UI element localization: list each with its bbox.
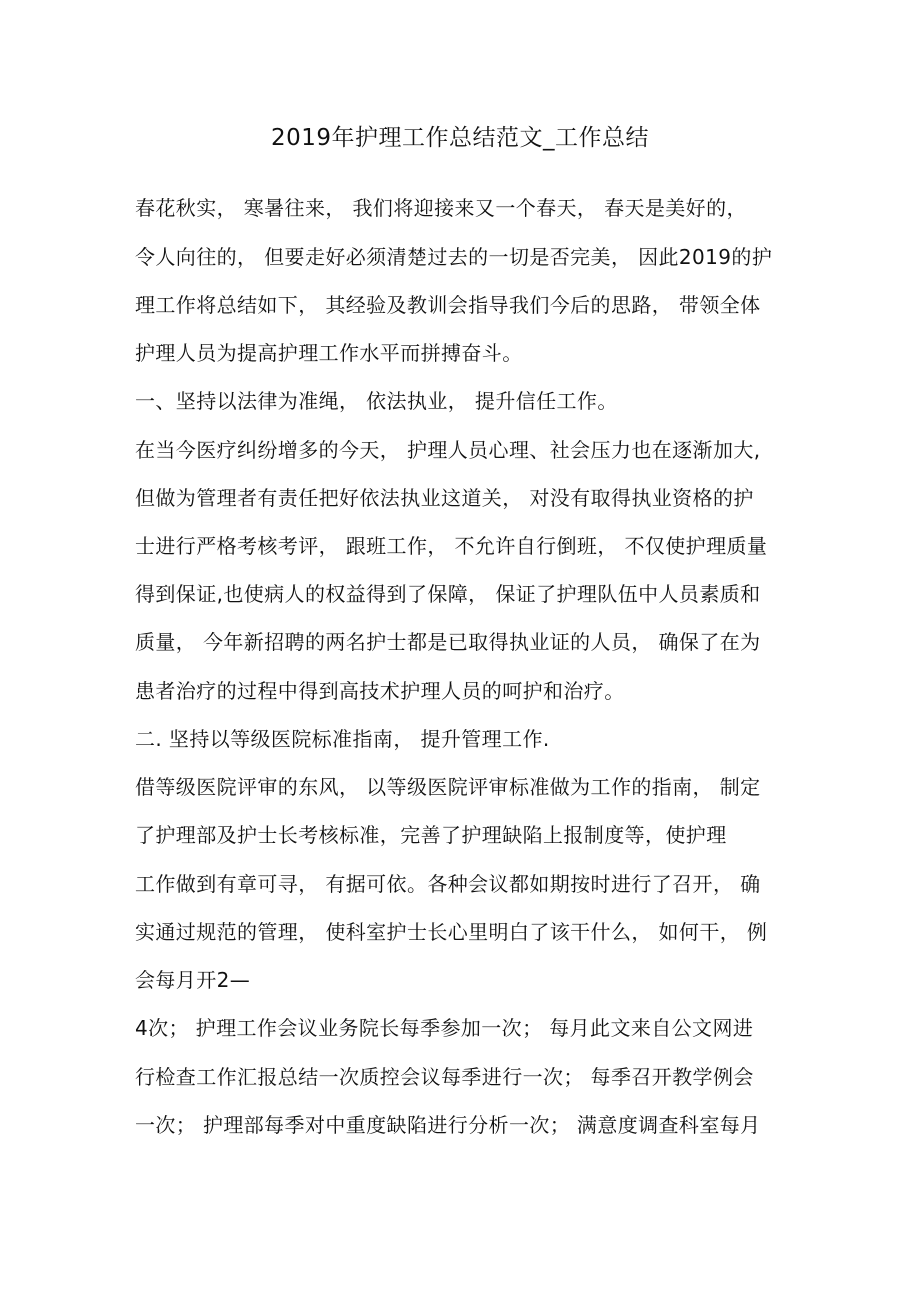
text-line: 春花秋实， 寒暑往来， 我们将迎接来又一个春天， 春天是美好的， <box>135 196 747 220</box>
text-line: 工作做到有章可寻， 有据可依。各种会议都如期按时进行了召开， 确 <box>135 872 761 896</box>
text-line: 行检查工作汇报总结一次质控会议每季进行一次； 每季召开教学例会 <box>135 1065 754 1089</box>
document-title: 2019年护理工作总结范文_工作总结 <box>270 125 650 151</box>
text-line: 实通过规范的管理， 使科室护士长心里明白了该干什么， 如何干， 例 <box>135 920 768 944</box>
text-line: 一次； 护理部每季对中重度缺陷进行分析一次； 满意度调查科室每月 <box>135 1113 761 1137</box>
text-line: 借等级医院评审的东风， 以等级医院评审标准做为工作的指南， 制定 <box>135 775 761 799</box>
text-line: 但做为管理者有责任把好依法执业这道关， 对没有取得执业资格的护 <box>135 486 754 510</box>
text-line: 理工作将总结如下， 其经验及教训会指导我们今后的思路， 带领全体 <box>135 293 761 317</box>
text-line: 士进行严格考核考评， 跟班工作， 不允许自行倒班， 不仅使护理质量 <box>135 534 768 558</box>
text-line: 会每月开2— <box>135 968 251 992</box>
text-line: 质量， 今年新招聘的两名护士都是已取得执业证的人员， 确保了在为 <box>135 630 761 654</box>
text-line: 4次； 护理工作会议业务院长每季参加一次； 每月此文来自公文网进 <box>135 1016 754 1040</box>
section-heading: 一、坚持以法律为准绳， 依法执业， 提升信任工作。 <box>135 389 618 413</box>
text-line: 令人向往的， 但要走好必须清楚过去的一切是否完美， 因此2019的护 <box>135 245 773 269</box>
text-line: 护理人员为提高护理工作水平而拼搏奋斗。 <box>135 341 523 365</box>
text-line: 得到保证,也使病人的权益得到了保障， 保证了护理队伍中人员素质和 <box>135 582 761 606</box>
text-line: 了护理部及护士长考核标准，完善了护理缺陷上报制度等，使护理 <box>135 823 727 847</box>
text-line: 患者治疗的过程中得到高技术护理人员的呵护和治疗。 <box>135 679 625 703</box>
text-line: 在当今医疗纠纷增多的今天， 护理人员心理、社会压力也在逐渐加大, <box>135 438 761 462</box>
section-heading: 二. 坚持以等级医院标准指南， 提升管理工作. <box>135 727 550 751</box>
